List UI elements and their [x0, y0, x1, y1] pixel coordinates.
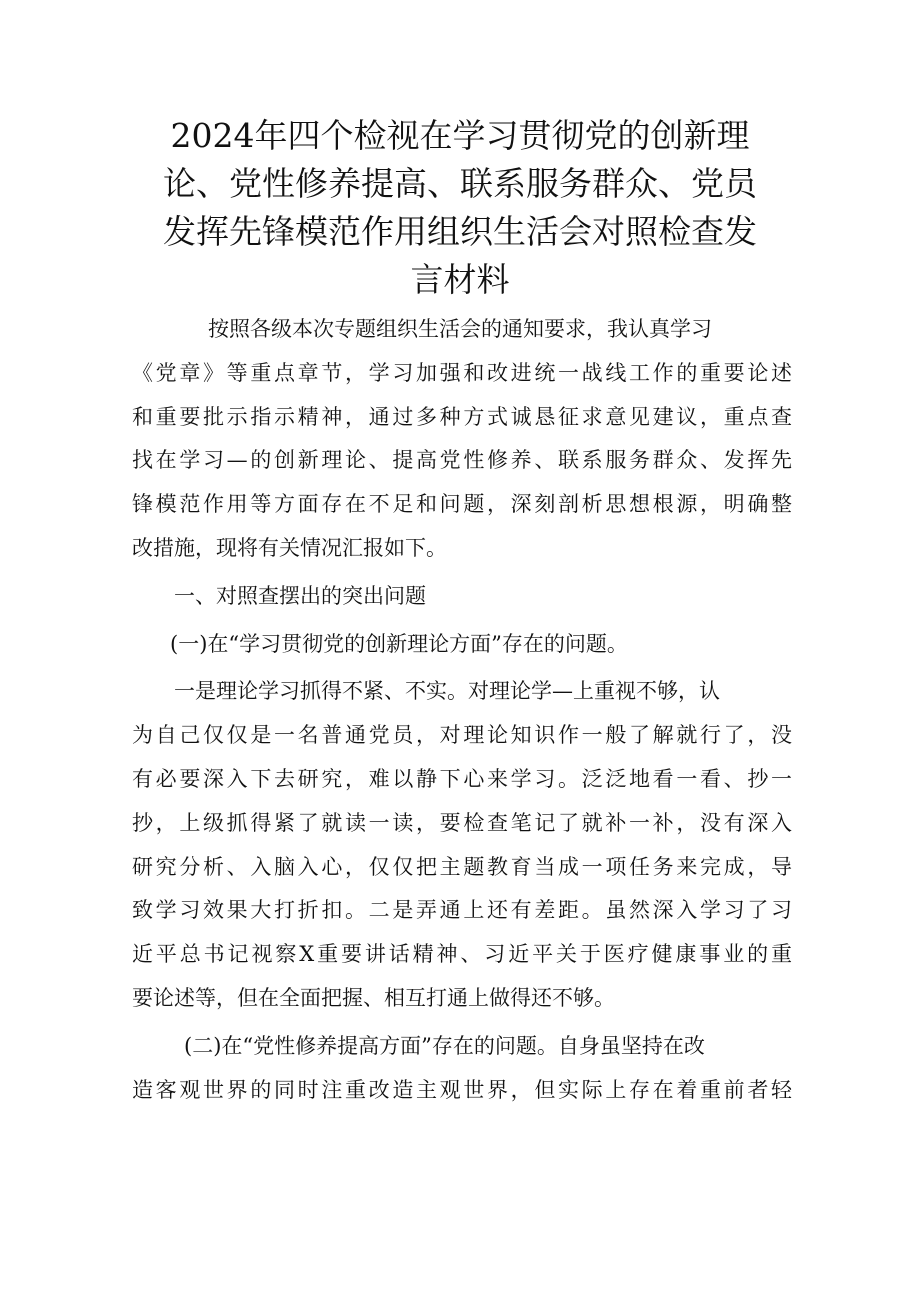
paragraph-line: 致学习效果大打折扣。二是弄通上还有差距。虽然深入学习了习: [132, 898, 792, 923]
intro-paragraph: [132, 308, 792, 571]
document-title: [130, 112, 790, 304]
problem-paragraph-1: [132, 670, 792, 1020]
paragraph-line: (二)在“党性修养提高方面”存在的问题。自身虽坚持在改: [184, 1033, 705, 1058]
document-body: [132, 308, 792, 1112]
paragraph-line: 一是理论学习抓得不紧、不实。对理论学—上重视不够，认: [174, 679, 720, 704]
paragraph-line: 《党章》等重点章节，学习加强和改进统一战线工作的重要论述: [132, 360, 792, 385]
title-line-2: 论、党性修养提高、联系服务群众、党员: [163, 164, 757, 203]
problem-paragraph-2: [132, 1025, 792, 1113]
paragraph-line: 有必要深入下去研究，难以静下心来学习。泛泛地看一看、抄一: [132, 766, 792, 791]
title-line-4: 言材料: [410, 260, 510, 299]
title-line-3: 发挥先锋模范作用组织生活会对照检查发: [163, 212, 757, 251]
paragraph-line: 要论述等，但在全面把握、相互打通上做得还不够。: [132, 985, 615, 1010]
paragraph-line: 为自己仅仅是一名普通党员，对理论知识作一般了解就行了，没: [132, 723, 792, 748]
paragraph-line: 改措施，现将有关情况汇报如下。: [132, 535, 447, 560]
paragraph-line: 抄，上级抓得紧了就读一读，要检查笔记了就补一补，没有深入: [132, 810, 792, 835]
paragraph-line: 找在学习—的创新理论、提高党性修养、联系服务群众、发挥先: [132, 448, 792, 473]
paragraph-line: 研究分析、入脑入心，仅仅把主题教育当成一项任务来完成，导: [132, 854, 792, 879]
subsection-heading: (一)在“学习贯彻党的创新理论方面”存在的问题。: [170, 631, 628, 656]
section-heading: 一、对照查摆出的突出问题: [174, 583, 426, 608]
paragraph-line: 近平总书记视察X重要讲话精神、习近平关于医疗健康事业的重: [132, 942, 792, 967]
paragraph-line: 按照各级本次专题组织生活会的通知要求，我认真学习: [208, 317, 712, 341]
title-line-1: 2024年四个检视在学习贯彻党的创新理: [170, 116, 750, 155]
paragraph-line: 锋模范作用等方面存在不足和问题，深刻剖析思想根源，明确整: [132, 492, 792, 517]
paragraph-line: 造客观世界的同时注重改造主观世界，但实际上存在着重前者轻: [132, 1077, 792, 1102]
paragraph-line: 和重要批示指示精神，通过多种方式诚恳征求意见建议，重点查: [132, 404, 792, 429]
